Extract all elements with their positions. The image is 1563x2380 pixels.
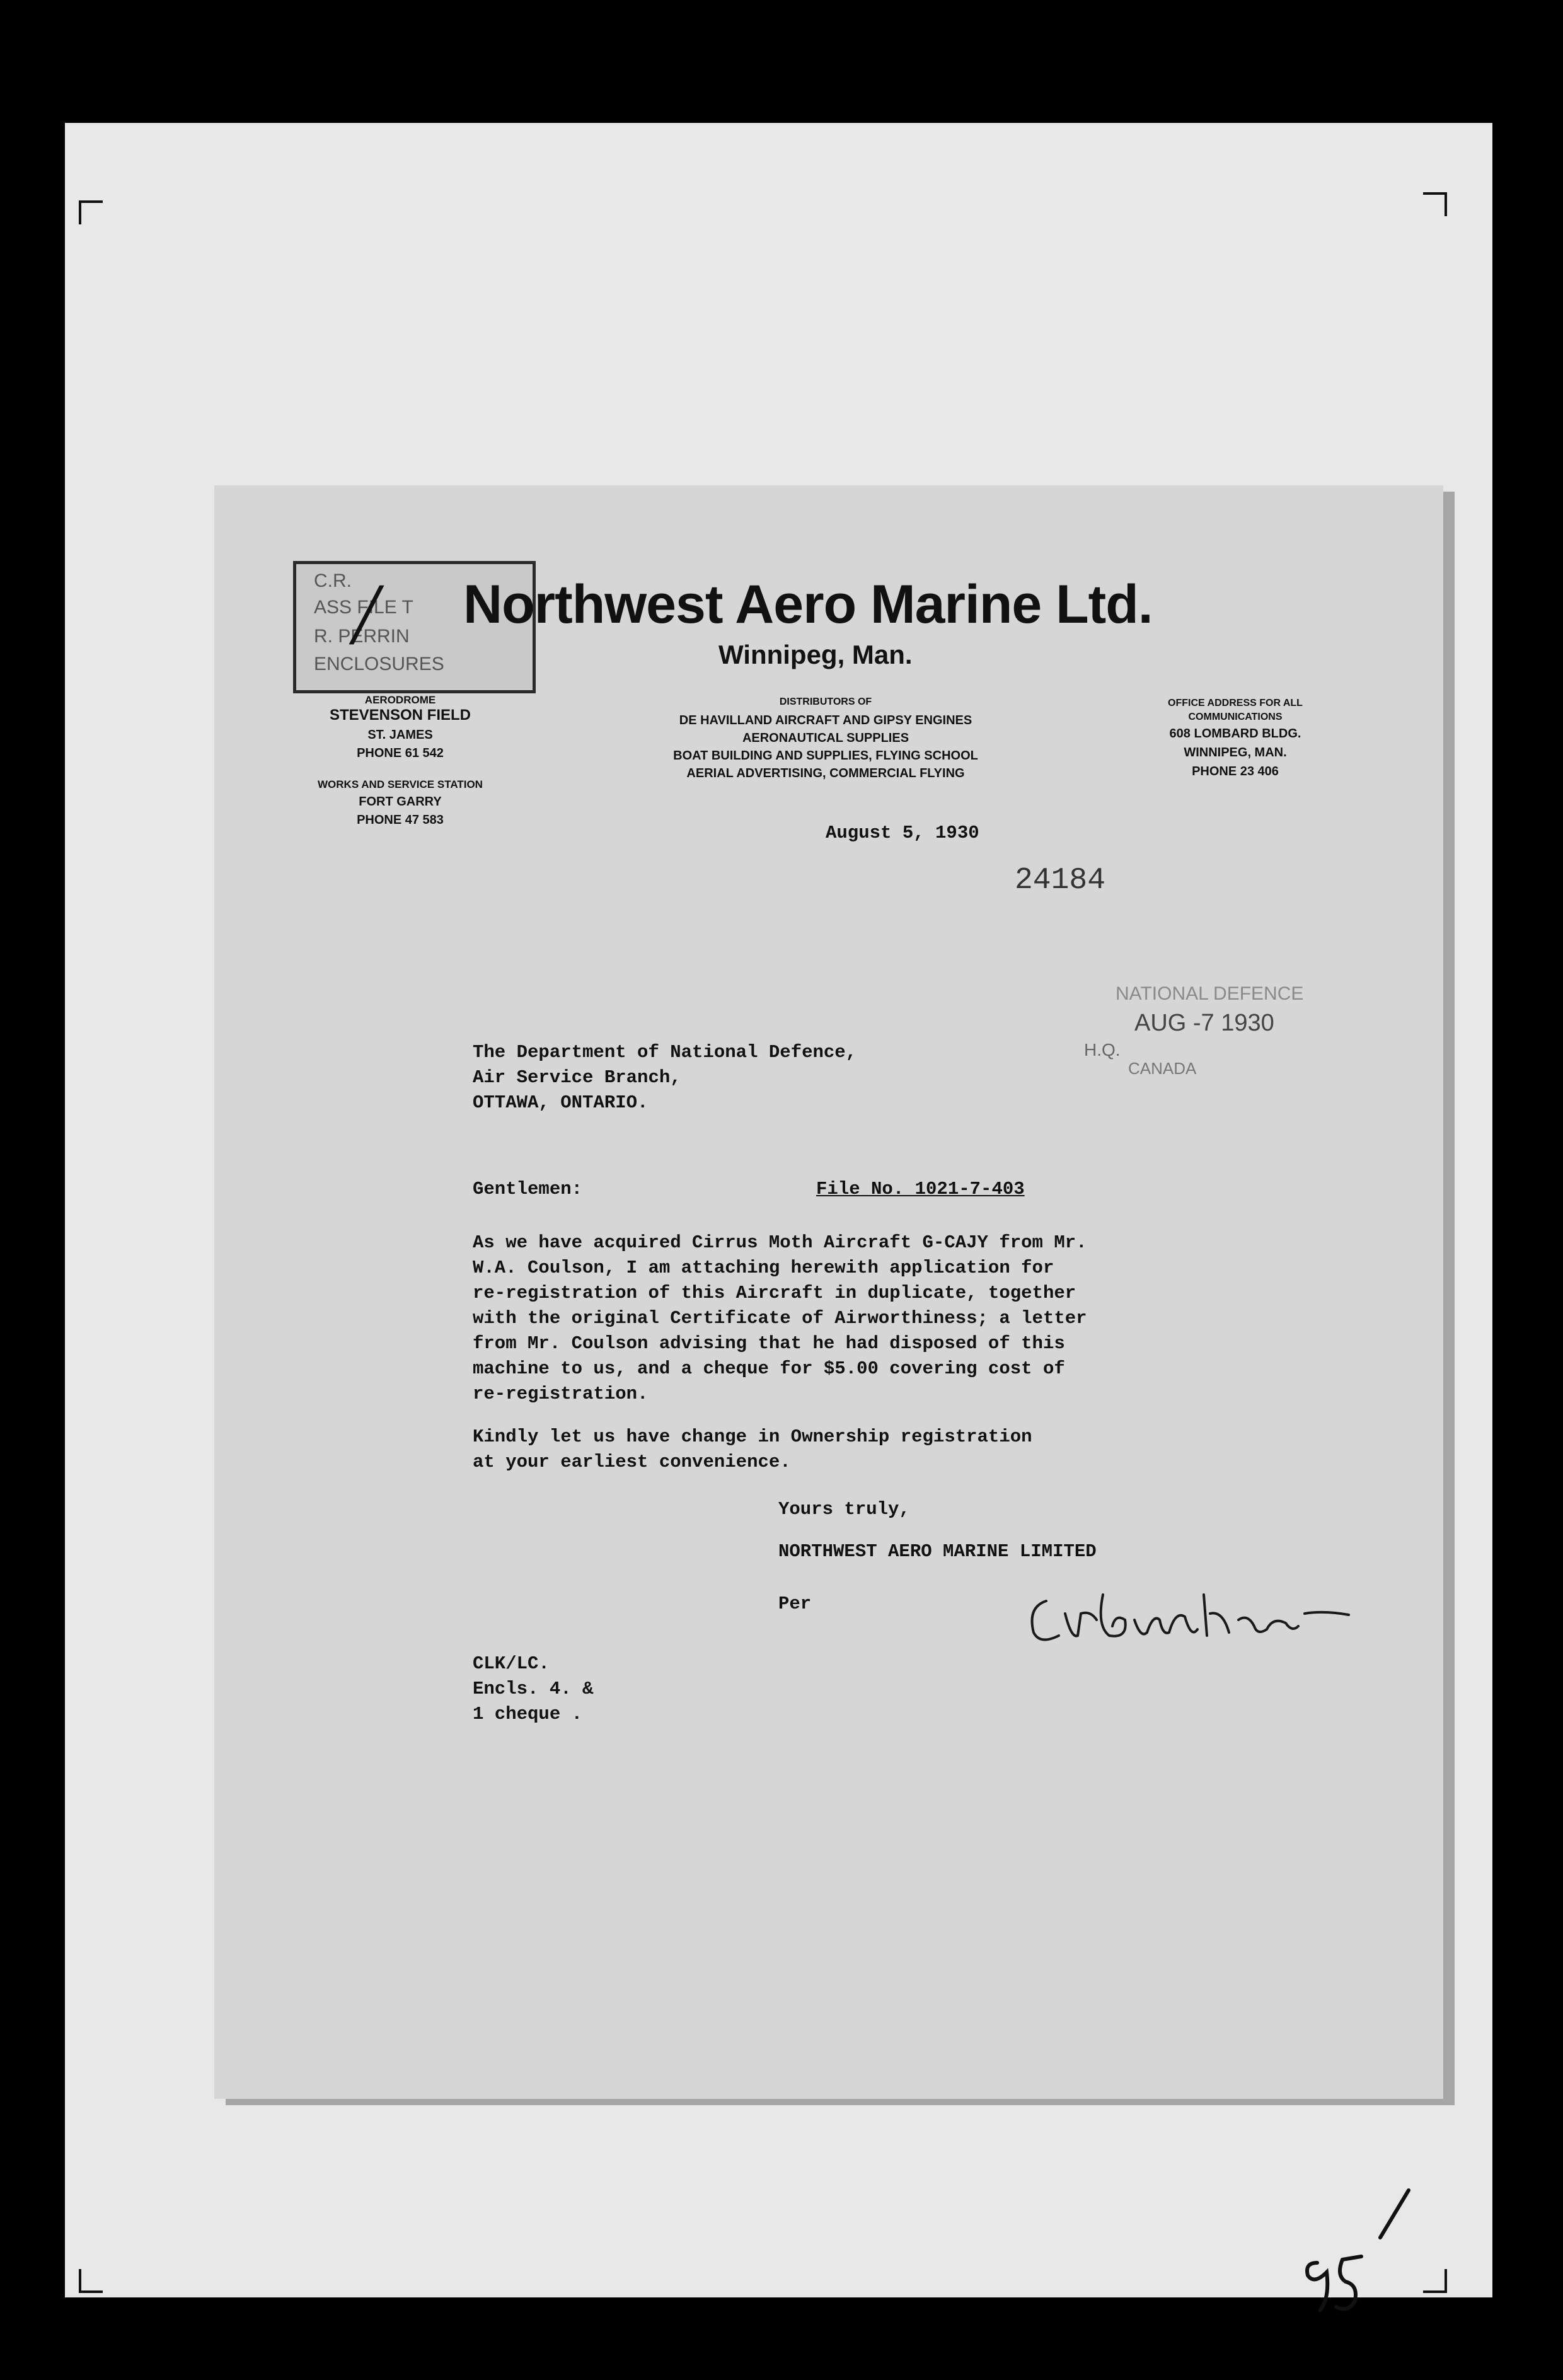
file-reference: File No. 1021-7-403 — [816, 1179, 1025, 1199]
letter-shadow-edge — [1443, 624, 1455, 1985]
works-location: FORT GARRY — [359, 795, 442, 809]
body-line: Kindly let us have change in Ownership registration — [473, 1426, 1032, 1447]
body-paragraph-1 — [473, 1230, 1087, 1407]
distributor-line: AERIAL ADVERTISING, COMMERCIAL FLYING — [686, 766, 965, 780]
body-line: with the original Certificate of Airworthiness; a letter — [473, 1308, 1087, 1329]
aerodrome-field: STEVENSON FIELD — [329, 707, 471, 724]
reference-line: CLK/LC. — [473, 1653, 550, 1674]
registration-mark-top-left — [79, 200, 103, 224]
distributors-label: DISTRIBUTORS OF — [779, 696, 872, 707]
body-line: re-registration. — [473, 1384, 649, 1404]
body-line: from Mr. Coulson advising that he had disposed of this — [473, 1333, 1065, 1354]
aerodrome-label: AERODROME — [364, 694, 436, 706]
handwritten-check-mark: / — [353, 565, 378, 663]
address-line: OTTAWA, ONTARIO. — [473, 1092, 649, 1113]
received-stamp-date: AUG -7 1930 — [1134, 1010, 1274, 1036]
works-label: WORKS AND SERVICE STATION — [318, 778, 483, 790]
aerodrome-phone: PHONE 61 542 — [357, 746, 444, 760]
reference-line: 1 cheque . — [473, 1704, 583, 1724]
stamp-line: C.R. — [314, 570, 352, 591]
recipient-address — [473, 1040, 856, 1116]
registration-mark-bottom-right — [1423, 2269, 1447, 2293]
office-address-label: OFFICE ADDRESS FOR ALL — [1168, 698, 1303, 708]
salutation: Gentlemen: — [473, 1179, 583, 1199]
body-line: W.A. Coulson, I am attaching herewith application for — [473, 1257, 1054, 1278]
letter-date: August 5, 1930 — [826, 823, 979, 843]
office-address-line: WINNIPEG, MAN. — [1184, 746, 1287, 760]
reference-line: Encls. 4. & — [473, 1678, 594, 1699]
stamp-line: ASS FILE T — [314, 597, 413, 618]
distributor-line: AERONAUTICAL SUPPLIES — [742, 731, 909, 745]
body-line: As we have acquired Cirrus Moth Aircraft G-CAJY from Mr. — [473, 1232, 1087, 1253]
body-paragraph-2 — [473, 1424, 1032, 1475]
address-line: Air Service Branch, — [473, 1067, 681, 1088]
signatory-firm: NORTHWEST AERO MARINE LIMITED — [778, 1541, 1097, 1562]
received-stamp-line: NATIONAL DEFENCE — [1116, 983, 1304, 1004]
distributor-line: BOAT BUILDING AND SUPPLIES, FLYING SCHOOL — [673, 749, 978, 763]
received-stamp-line: CANADA — [1128, 1059, 1197, 1078]
registration-mark-top-right — [1423, 192, 1447, 216]
stamp-line: ENCLOSURES — [314, 654, 444, 674]
body-line: at your earliest convenience. — [473, 1452, 791, 1472]
company-city: Winnipeg, Man. — [718, 640, 913, 669]
reference-initials-enclosures — [473, 1651, 593, 1727]
stamp-line: R. PERRIN — [314, 626, 410, 647]
office-address-label: COMMUNICATIONS — [1188, 712, 1283, 722]
body-line: re-registration of this Aircraft in duplicate, together — [473, 1283, 1076, 1303]
body-line: machine to us, and a cheque for $5.00 covering cost of — [473, 1358, 1065, 1379]
complimentary-closing: Yours truly, — [778, 1499, 910, 1520]
handwritten-folio-number — [1298, 2187, 1424, 2326]
aerodrome-area: ST. JAMES — [367, 728, 433, 742]
per-label: Per — [778, 1593, 812, 1614]
letterhead-right-column — [1131, 696, 1339, 781]
letterhead-left-column — [296, 690, 504, 828]
company-name: Northwest Aero Marine Ltd. — [463, 574, 1153, 635]
works-phone: PHONE 47 583 — [357, 813, 444, 827]
received-stamp-line: H.Q. — [1084, 1040, 1121, 1060]
address-line: The Department of National Defence, — [473, 1042, 857, 1063]
office-address-line: 608 LOMBARD BLDG. — [1169, 727, 1301, 741]
received-date-stamp — [1078, 983, 1304, 1084]
letter-sheet — [214, 485, 1443, 2099]
distributor-line: DE HAVILLAND AIRCRAFT AND GIPSY ENGINES — [679, 713, 972, 727]
document-number: 24184 — [1015, 864, 1106, 898]
registration-mark-bottom-left — [79, 2269, 103, 2293]
handwritten-signature — [1021, 1576, 1374, 1651]
office-phone: PHONE 23 406 — [1192, 765, 1279, 778]
letterhead-center-column — [605, 696, 1046, 782]
